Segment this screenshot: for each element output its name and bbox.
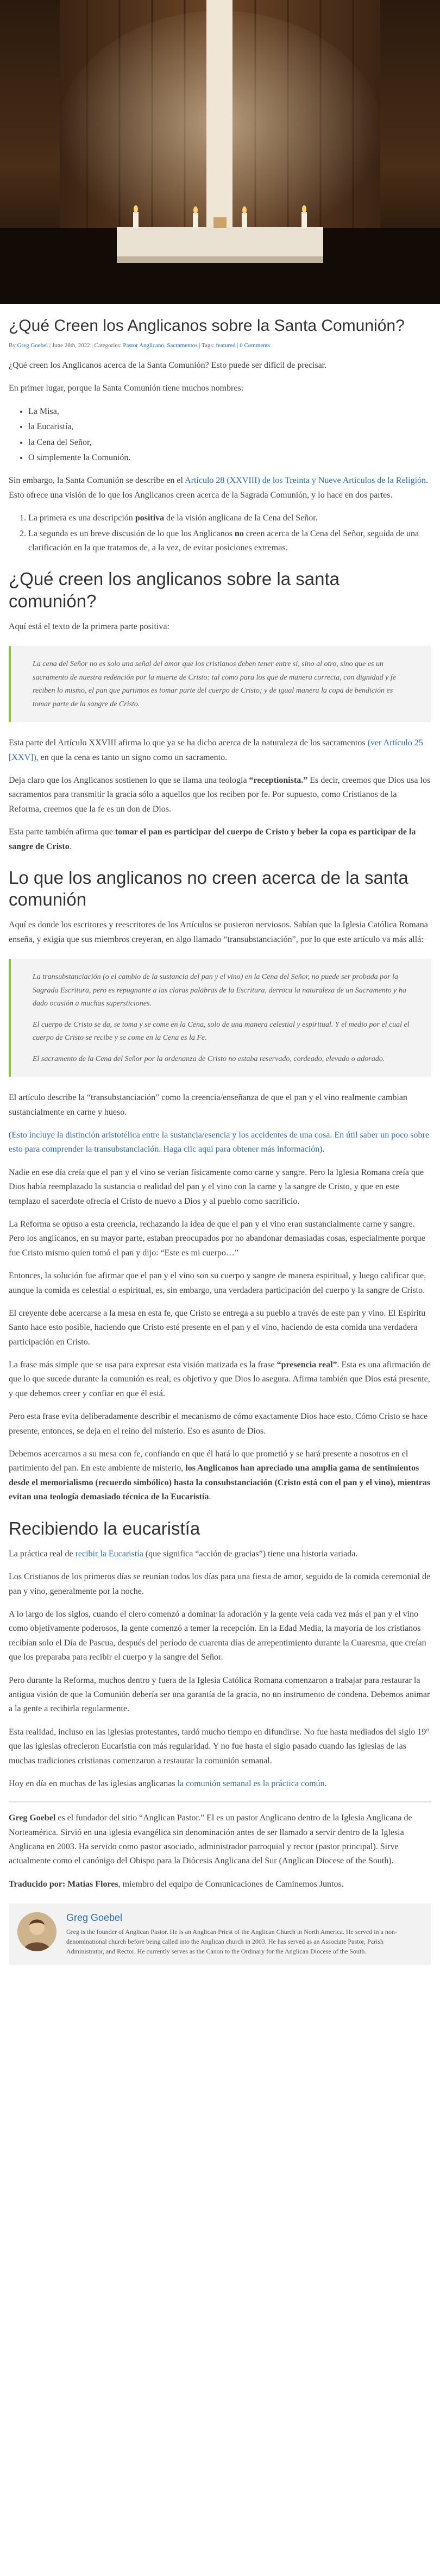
intro-paragraph	[9, 474, 431, 502]
altar-photo	[0, 0, 440, 304]
paragraph	[9, 825, 431, 854]
paragraph	[9, 1547, 431, 1561]
meta-categories-label: Categories:	[94, 342, 123, 349]
list-item	[28, 511, 431, 525]
text-span: La práctica real de	[9, 1549, 76, 1559]
divider	[9, 1801, 431, 1802]
text-span: Deja claro que los Anglicanos sostienen lo que se llama una teología	[9, 775, 249, 785]
paragraph: Nadie en ese día creía que el pan y el vino se verían físicamente como carne y sangre. Pero la Iglesia Romana creía que Dios había reemplazado la sustancia o realidad del pan y el vino con la carne y la sangre de Cristo, y que en este templazo el sacerdote ofrecía el Cristo de nuevo a Dios y al pueblo como sacrificio.	[9, 1167, 424, 1206]
emphasis: “receptionista.”	[249, 775, 308, 785]
author-box	[9, 1903, 431, 1965]
paragraph: Pero durante la Reforma, muchos dentro y fuera de la Iglesia Católica Romana comenzaron a trabajar para restaurar la antigua visión de que la Comunión debería ser una garantía de la gracia, no un instrumento de condena. Debemos animar a la gente a recibirla regularmente.	[9, 1675, 430, 1714]
post-meta	[9, 342, 431, 349]
list-item: • O simplemente la Comunión.	[28, 451, 431, 465]
text-span: . Esto ofrece una visión de lo que los Anglicanos creen acerca de la Sagrada Comunión, y lo hace en dos partes.	[9, 476, 429, 500]
meta-category-link[interactable]: Pastor Anglicano	[123, 342, 164, 349]
paragraph: La Reforma se opuso a esta creencia, rechazando la idea de que el pan y el vino eran sustancialmente carne y sangre. Pero los anglicanos, en su mayor parte, estaban preocupados por no abandonar demasiadas cosas, especialmente porque fue Cristo mismo quien tomó el pan y dijo: “Este es mi cuerpo…”	[9, 1219, 425, 1258]
quote-text: El cuerpo de Cristo se da, se toma y se come en la Cena, solo de una manera celestial y espiritual. Y el medio por el cual el cuerpo de Cristo se recibe y se come en la Cena es la Fe.	[33, 1020, 410, 1042]
meta-category-separator: ,	[164, 342, 167, 349]
paragraph: El artículo describe la “transubstanciación” como la creencia/enseñanza de que el pan y el vino realmente cambian sustancialmente en carne y hueso.	[9, 1093, 407, 1117]
author-box-text	[66, 1912, 423, 1956]
post-content	[9, 359, 431, 1892]
text-span: .	[324, 1779, 327, 1788]
meta-tag-link[interactable]: featured	[216, 342, 236, 349]
aristotle-note-link[interactable]: (Esto incluye la distinción aristotélica entre la sustancia/esencia y los accidentes de una cosa. En útil saber un poco sobre esto para comprender la transubstanciación. Haga clic aquí para obtener más información).	[9, 1130, 429, 1154]
meta-author-link[interactable]: Greg Goebel	[17, 342, 48, 349]
text-span: La frase más simple que se usa para expresar esta visión matizada es la frase	[9, 1360, 277, 1370]
meta-by: By	[9, 342, 16, 349]
author-name: Greg Goebel	[9, 1813, 56, 1823]
emphasis: no	[234, 529, 244, 538]
article	[0, 304, 440, 1965]
meta-category-link[interactable]: Sacramentos	[167, 342, 198, 349]
text-span: (que significa “acción de gracias”) tiene una historia variada.	[143, 1549, 358, 1559]
translator-name: Traducido por: Matías Flores	[9, 1879, 118, 1889]
text-span: , miembro del equipo de Comunicaciones de Caminemos Juntos.	[118, 1879, 344, 1889]
text-span: .	[209, 1492, 211, 1502]
parts-list	[9, 511, 431, 555]
list-item	[28, 527, 431, 556]
text-span: .	[69, 841, 72, 851]
receive-eucharist-link[interactable]: recibir la Eucaristía	[75, 1549, 143, 1559]
quote-text: La cena del Señor no es solo una señal del amor que los cristianos deben tener entre sí, sino al otro, sino que es un sacramento de nuestra redención por la muerte de Cristo: tal como para los que de manera correcta, con dignidad y fe reciben lo mismo, el pan que partimos es tomar parte del cuerpo de Cristo; y de igual manera la copa de bendición es tomar parte de la sangre de Cristo.	[33, 660, 396, 708]
text-span: Esta parte del Artículo XXVIII afirma lo que ya se ha dicho acerca de la naturaleza de los sacramentos	[9, 738, 368, 748]
text-span: Es decir, creemos que Dios usa los sacramentos para transmitir la gracia sólo a aquellos que los reciben por fe. Por supuesto, como Cristianos de la Reforma, creemos que la fe es un don de Dios.	[9, 775, 431, 814]
paragraph: El creyente debe acercarse a la mesa en esta fe, que Cristo se entrega a su pueblo a través de este pan y vino. El Espíritu Santo hace esto posible, haciendo que Cristo esté presente en el pan y el vino, haciendo de esta comida una verdadera participación en Cristo.	[9, 1308, 426, 1347]
text-span: creen acerca de la Cena del Señor, seguida de una clarificación en la que tratamos de, a la vez, de evitar posiciones extremas.	[28, 529, 419, 552]
author-box-name[interactable]: Greg Goebel	[66, 1912, 123, 1924]
section-heading: Recibiendo la eucaristía	[9, 1518, 200, 1538]
list-item: • La Misa,	[28, 405, 431, 419]
meta-separator: |	[48, 342, 52, 349]
text-span: de la visión anglicana de la Cena del Señor.	[164, 513, 318, 523]
paragraph: Pero esta frase evita deliberadamente describir el mecanismo de cómo exactamente Dios hace esto. Cómo Cristo se hace presente, entonces, se deja en el reino del misterio. Eso es asunto de Dios.	[9, 1412, 428, 1436]
author-box-bio: Greg is the founder of Anglican Pastor. He is an Anglican Priest of the Anglican Church in North America. He served in a non-denominational church before being called into the Anglican church in 2003. He has served as an Associate Pastor, Parish Administrator, and Rector. He currently serves as the Canon to the Ordinary for the Anglican Diocese of the South.	[66, 1928, 397, 1956]
avatar	[17, 1912, 56, 1951]
section-heading: Lo que los anglicanos no creen acerca de la santa comunión	[9, 867, 408, 910]
meta-separator: |	[197, 342, 202, 349]
names-list	[9, 405, 431, 466]
intro-paragraph: En primer lugar, porque la Santa Comunión tiene muchos nombres:	[9, 384, 244, 393]
paragraph	[9, 1358, 431, 1401]
article-28-link[interactable]: Artículo 28 (XXVIII) de los Treinta y Nueve Artículos de la Religión	[185, 476, 426, 486]
article-quote	[9, 646, 431, 722]
list-item: • la Cena del Señor,	[28, 436, 431, 450]
weekly-communion-link[interactable]: la comunión semanal es la práctica común	[177, 1779, 325, 1788]
emphasis: positiva	[135, 513, 165, 523]
text-span: . Esta es una afirmación de que lo que sucede durante la comunión es real, es objetivo y que Dios lo asegura. Afirma también que Dios está presente, y que debemos creer y confiar en que él está.	[9, 1360, 431, 1398]
text-span: La segunda es un breve discusión de lo que los Anglicanos	[28, 529, 235, 538]
paragraph	[9, 774, 431, 816]
meta-tags-label: Tags:	[202, 342, 216, 349]
text-span: es el fundador del sitio “Anglican Pastor.” El es un pastor Anglicano dentro de la Iglesia Anglicana de Norteamérica. Sirvió en una iglesia evangélica sin denominación antes de ser llamado a servir dentro de la Iglesia Anglicana en 2003. Ha servido como pastor asociado, administrador parroquial y rector (pastor principal). Sirve actualmente como el canónigo del Obispo para la Diócesis Anglicana del Sur (Anglican Diocese of the South).	[9, 1813, 412, 1866]
author-bio	[9, 1811, 431, 1869]
meta-date: June 28th, 2022	[52, 342, 90, 349]
paragraph	[9, 1447, 431, 1505]
text-span: Sin embargo, la Santa Comunión se describe en el	[9, 476, 185, 486]
translator-credit	[9, 1877, 431, 1892]
chalice-icon	[213, 217, 227, 228]
paragraph: Aquí es donde los escritores y reescritores de los Artículos se pusieron nerviosos. Sabían que la Iglesia Católica Romana enseña, y exigía que sus miembros creyeran, en algo llamado “transubstanciación”, por lo que este artículo va más allá:	[9, 920, 428, 944]
text-span: , en que la cena es tanto un signo como un sacramento.	[36, 752, 228, 762]
quote-text: El sacramento de la Cena del Señor por la ordenanza de Cristo no estaba reservado, cordeado, elevado o adorado.	[33, 1054, 385, 1063]
text-span: Debemos acercarnos a su mesa con fe, confiando en que él hará lo que prometió y se hará presente a nosotros en el partimiento del pan. En este ambiente de misterio,	[9, 1449, 408, 1473]
quote-text: La transubstanciación (o el cambio de la sustancia del pan y el vino) en la Cena del Señor, no puede ser probada por la Sagrada Escritura, pero es repugnante a las claras palabras de la Escritura, derroca la naturaleza de un Sacramento y ha dado ocasión a muchas supersticiones.	[33, 973, 406, 1008]
meta-separator: |	[90, 342, 95, 349]
emphasis: “presencia real”	[276, 1360, 337, 1370]
emphasis: tomar el pan es participar del cuerpo de Cristo y beber la copa es participar de la sangre de Cristo	[9, 827, 416, 851]
paragraph: Los Cristianos de los primeros días se reunían todos los días para una fiesta de amor, seguido de la comida ceremonial de pan y vino, generalmente por la noche.	[9, 1572, 431, 1596]
list-item: • la Eucaristía,	[28, 420, 431, 434]
article-quote	[9, 959, 431, 1077]
text-span: La primera es una descripción	[28, 513, 135, 523]
text-span: Esta parte también afirma que	[9, 827, 115, 837]
paragraph	[9, 736, 431, 765]
hero-image	[0, 0, 440, 304]
paragraph: Esta realidad, incluso en las iglesias protestantes, tardó mucho tiempo en difundirse. No fue hasta mediados del siglo 19° que las iglesias ofrecieron Eucaristía con más regularidad. Y no fue hasta el siglo pasado cuando las iglesias de las muchas tradiciones cristianas comenzaron a restaurar la comunión semanal.	[9, 1727, 430, 1765]
paragraph	[9, 1777, 431, 1791]
text-span: Hoy en día en muchas de las iglesias anglicanas	[9, 1779, 178, 1788]
paragraph: A lo largo de los siglos, cuando el clero comenzó a dominar la adoración y la gente veía cada vez más el pan y el vino como objetivamente poderosos, la gente comenzó a temer la recepción. En la Edad Media, la mayoría de los cristianos recibían solo el Día de Pascua, después del período de cuarenta días de arrepentimiento durante la Cuaresma, que creían que los preparaba para recibir el cuerpo y la sangre del Señor.	[9, 1610, 426, 1662]
section-heading: ¿Qué creen los anglicanos sobre la santa comunión?	[9, 569, 340, 611]
article-25-link[interactable]: (ver Artículo 25 [XXV])	[9, 738, 423, 762]
emphasis: los Anglicanos han apreciado una amplia gama de sentimientos desde el memorialismo (recuerdo simbólico) hasta la consubstanciación (Cristo está con el pan y el vino), mientras evitan una teología demasiado técnica de la Eucaristía	[9, 1463, 431, 1502]
cross-icon	[206, 0, 232, 228]
meta-comments-link[interactable]: 0 Comments	[240, 342, 271, 349]
author-portrait-icon	[17, 1912, 56, 1951]
meta-separator: |	[235, 342, 240, 349]
intro-paragraph: ¿Qué creen los Anglicanos acerca de la Santa Comunión? Esto puede ser difícil de precisar.	[9, 361, 327, 370]
paragraph: Entonces, la solución fue afirmar que el pan y el vino son su cuerpo y sangre de manera espiritual, y luego calificar que, aunque la comida es celestial o espiritual, es, sin embargo, una verdadera participación del cuerpo y la sangre de Cristo.	[9, 1271, 426, 1295]
paragraph: Aquí está el texto de la primera parte positiva:	[9, 621, 169, 631]
post-title: ¿Qué Creen los Anglicanos sobre la Santa Comunión?	[9, 317, 405, 335]
